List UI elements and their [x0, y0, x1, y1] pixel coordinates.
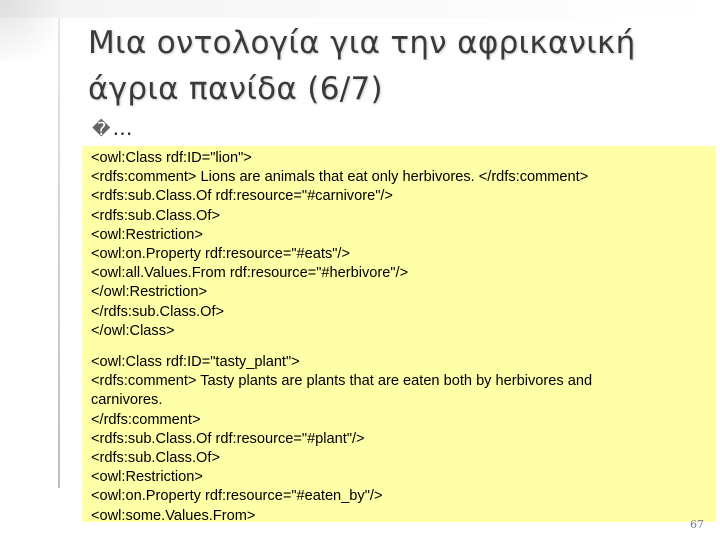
- square-bullet-icon: �: [92, 119, 111, 140]
- title-line-1: Μια οντολογία για την αφρικανική: [88, 25, 636, 61]
- code-line: <rdfs:comment> Lions are animals that eat only herbivores. </rdfs:comment>: [91, 169, 589, 186]
- code-block-tasty-plant: [91, 353, 716, 522]
- title-line-2: άγρια πανίδα (6/7): [88, 71, 383, 107]
- code-line: <owl:some.Values.From>: [91, 507, 256, 522]
- code-line: </rdfs:comment>: [91, 411, 201, 428]
- code-line: <owl:Restriction>: [91, 226, 203, 243]
- bullet-text: …: [112, 116, 133, 140]
- code-line: <owl:Class rdf:ID="lion">: [91, 150, 252, 166]
- code-line: <owl:on.Property rdf:resource="#eats"/>: [91, 246, 350, 263]
- code-line: </owl:Class>: [91, 322, 175, 339]
- code-line: <rdfs:comment> Tasty plants are plants that are eaten both by herbivores and carnivores.: [91, 373, 593, 409]
- code-gap: [91, 341, 716, 353]
- decorative-left-rule: [58, 18, 60, 488]
- page-number: 67: [690, 518, 704, 531]
- decorative-top-band: [0, 0, 720, 18]
- code-line: <owl:Class rdf:ID="tasty_plant">: [91, 354, 300, 371]
- decorative-corner: [0, 0, 80, 60]
- code-line: <owl:all.Values.From rdf:resource="#herbivore"/>: [91, 265, 409, 282]
- code-line: <rdfs:sub.Class.Of>: [91, 450, 220, 467]
- code-block-lion: [91, 149, 716, 341]
- code-line: </owl:Restriction>: [91, 284, 207, 301]
- code-line: <rdfs:sub.Class.Of rdf:resource="#plant"/>: [91, 430, 365, 447]
- code-line: <rdfs:sub.Class.Of>: [91, 207, 220, 224]
- code-line: <owl:on.Property rdf:resource="#eaten_by"/>: [91, 488, 383, 505]
- code-line: </rdfs:sub.Class.Of>: [91, 303, 225, 320]
- bullet-item: [92, 116, 132, 140]
- slide-title: [88, 20, 698, 112]
- code-block: [82, 146, 716, 522]
- code-line: <rdfs:sub.Class.Of rdf:resource="#carnivore"/>: [91, 188, 393, 205]
- code-line: <owl:Restriction>: [91, 469, 203, 486]
